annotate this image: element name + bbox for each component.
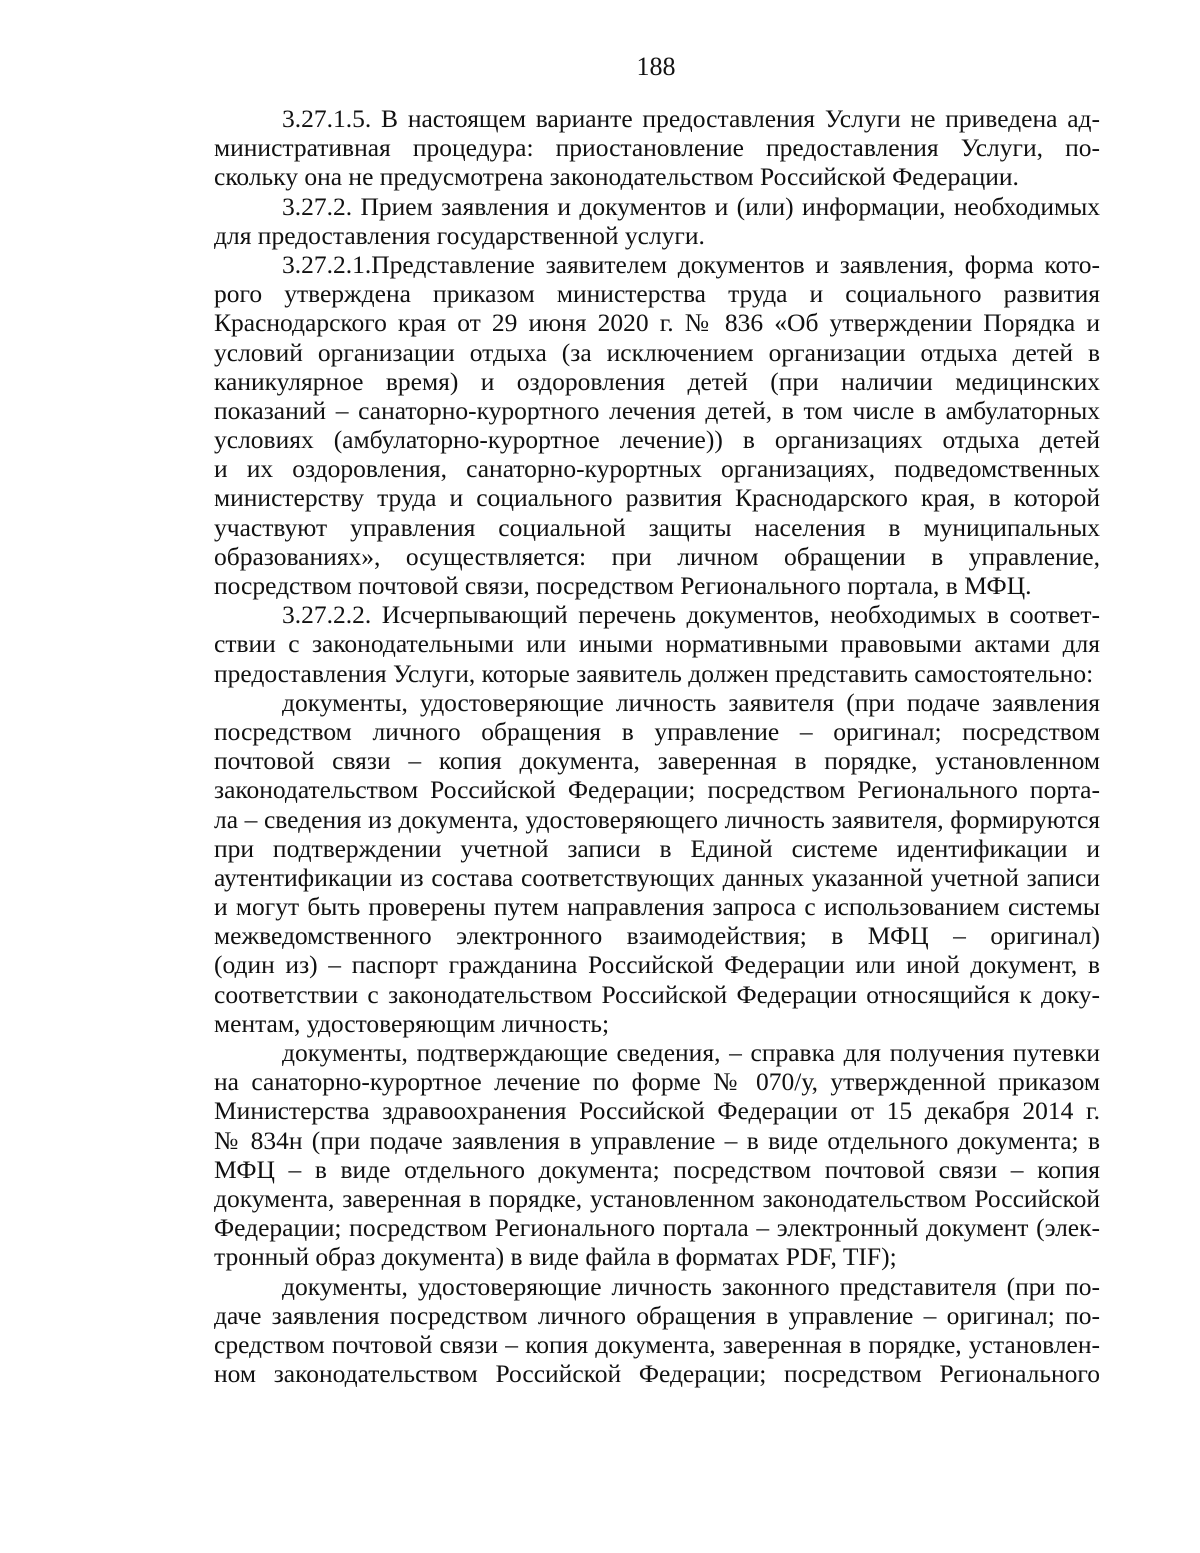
text-line: документы, удостоверяющие личность законного представителя (при по- <box>282 1271 1100 1301</box>
text-line: министративная процедура: приостановление предоставления Услуги, по- <box>214 133 1100 163</box>
text-line: участвуют управления социальной защиты населения в муниципальных <box>214 512 1100 542</box>
text-line: скольку она не предусмотрена законодательством Российской Федерации. <box>214 162 1019 192</box>
text-line: даче заявления посредством личного обращения в управление – оригинал; по- <box>214 1300 1100 1330</box>
text-line: межведомственного электронного взаимодействия; в МФЦ – оригинал) <box>214 921 1100 951</box>
text-line: 3.27.2.2. Исчерпывающий перечень документов, необходимых в соответ- <box>282 600 1100 630</box>
text-line: посредством личного обращения в управление – оригинал; посредством <box>214 716 1100 746</box>
text-line: ствии с законодательными или иными нормативными правовыми актами для <box>214 629 1100 659</box>
text-line: предоставления Услуги, которые заявитель должен представить самостоятельно: <box>214 658 1094 688</box>
text-line: (один из) – паспорт гражданина Российской Федерации или иной документ, в <box>214 950 1100 980</box>
text-line: на санаторно-курортное лечение по форме № 070/у, утвержденной приказом <box>214 1067 1100 1097</box>
text-line: при подтверждении учетной записи в Единой системе идентификации и <box>214 833 1100 863</box>
text-line: показаний – санаторно-курортного лечения детей, в том числе в амбулаторных <box>214 395 1100 425</box>
text-line: министерству труда и социального развития Краснодарского края, в которой <box>214 483 1100 513</box>
text-line: образованиях», осуществляется: при личном обращении в управление, <box>214 541 1100 571</box>
text-line: Федерации; посредством Регионального портала – электронный документ (элек- <box>214 1213 1100 1243</box>
text-line: средством почтовой связи – копия документа, заверенная в порядке, установлен- <box>214 1329 1100 1359</box>
text-line: 3.27.2.1.Представление заявителем документов и заявления, форма кото- <box>282 249 1100 279</box>
text-line: Министерства здравоохранения Российской Федерации от 15 декабря 2014 г. <box>214 1096 1100 1126</box>
page-number: 188 <box>636 52 676 81</box>
text-line: условий организации отдыха (за исключением организации отдыха детей в <box>214 337 1100 367</box>
text-line: документы, подтверждающие сведения, – справка для получения путевки <box>282 1038 1100 1067</box>
text-line: ном законодательством Российской Федерации; посредством Регионального <box>214 1359 1100 1389</box>
text-line: МФЦ – в виде отдельного документа; посредством почтовой связи – копия <box>214 1154 1100 1184</box>
text-line: посредством почтовой связи, посредством Регионального портала, в МФЦ. <box>214 571 1032 600</box>
text-line: № 834н (при подаче заявления в управление – в виде отдельного документа; в <box>214 1125 1100 1155</box>
text-line: документа, заверенная в порядке, установленном законодательством Российской <box>214 1183 1100 1213</box>
text-line: каникулярное время) и оздоровления детей (при наличии медицинских <box>214 366 1100 396</box>
text-line: соответствии с законодательством Российской Федерации относящийся к доку- <box>214 979 1100 1009</box>
text-line: и могут быть проверены путем направления запроса с использованием системы <box>214 892 1100 922</box>
text-line: ментам, удостоверяющим личность; <box>214 1008 610 1038</box>
text-line: документы, удостоверяющие личность заявителя (при подаче заявления <box>282 687 1100 717</box>
text-line: почтовой связи – копия документа, заверенная в порядке, установленном <box>214 746 1100 776</box>
text-line: 3.27.2. Прием заявления и документов и (или) информации, необходимых <box>282 191 1100 221</box>
text-line: аутентификации из состава соответствующих данных указанной учетной записи <box>214 862 1100 892</box>
text-line: и их оздоровления, санаторно-курортных организациях, подведомственных <box>214 454 1100 484</box>
text-line: тронный образ документа) в виде файла в форматах PDF, TIF); <box>214 1242 897 1272</box>
text-line: законодательством Российской Федерации; посредством Регионального порта- <box>214 775 1100 805</box>
text-line: ла – сведения из документа, удостоверяющего личность заявителя, формируются <box>214 804 1100 834</box>
document-body <box>214 104 1100 1388</box>
text-line: рого утверждена приказом министерства труда и социального развития <box>214 279 1100 309</box>
text-line: для предоставления государственной услуги. <box>214 220 705 250</box>
text-line: Краснодарского края от 29 июня 2020 г. № 836 «Об утверждении Порядка и <box>214 308 1100 338</box>
text-line: условиях (амбулаторно-курортное лечение)) в организациях отдыха детей <box>214 425 1100 455</box>
text-line: 3.27.1.5. В настоящем варианте предоставления Услуги не приведена ад- <box>282 104 1100 133</box>
